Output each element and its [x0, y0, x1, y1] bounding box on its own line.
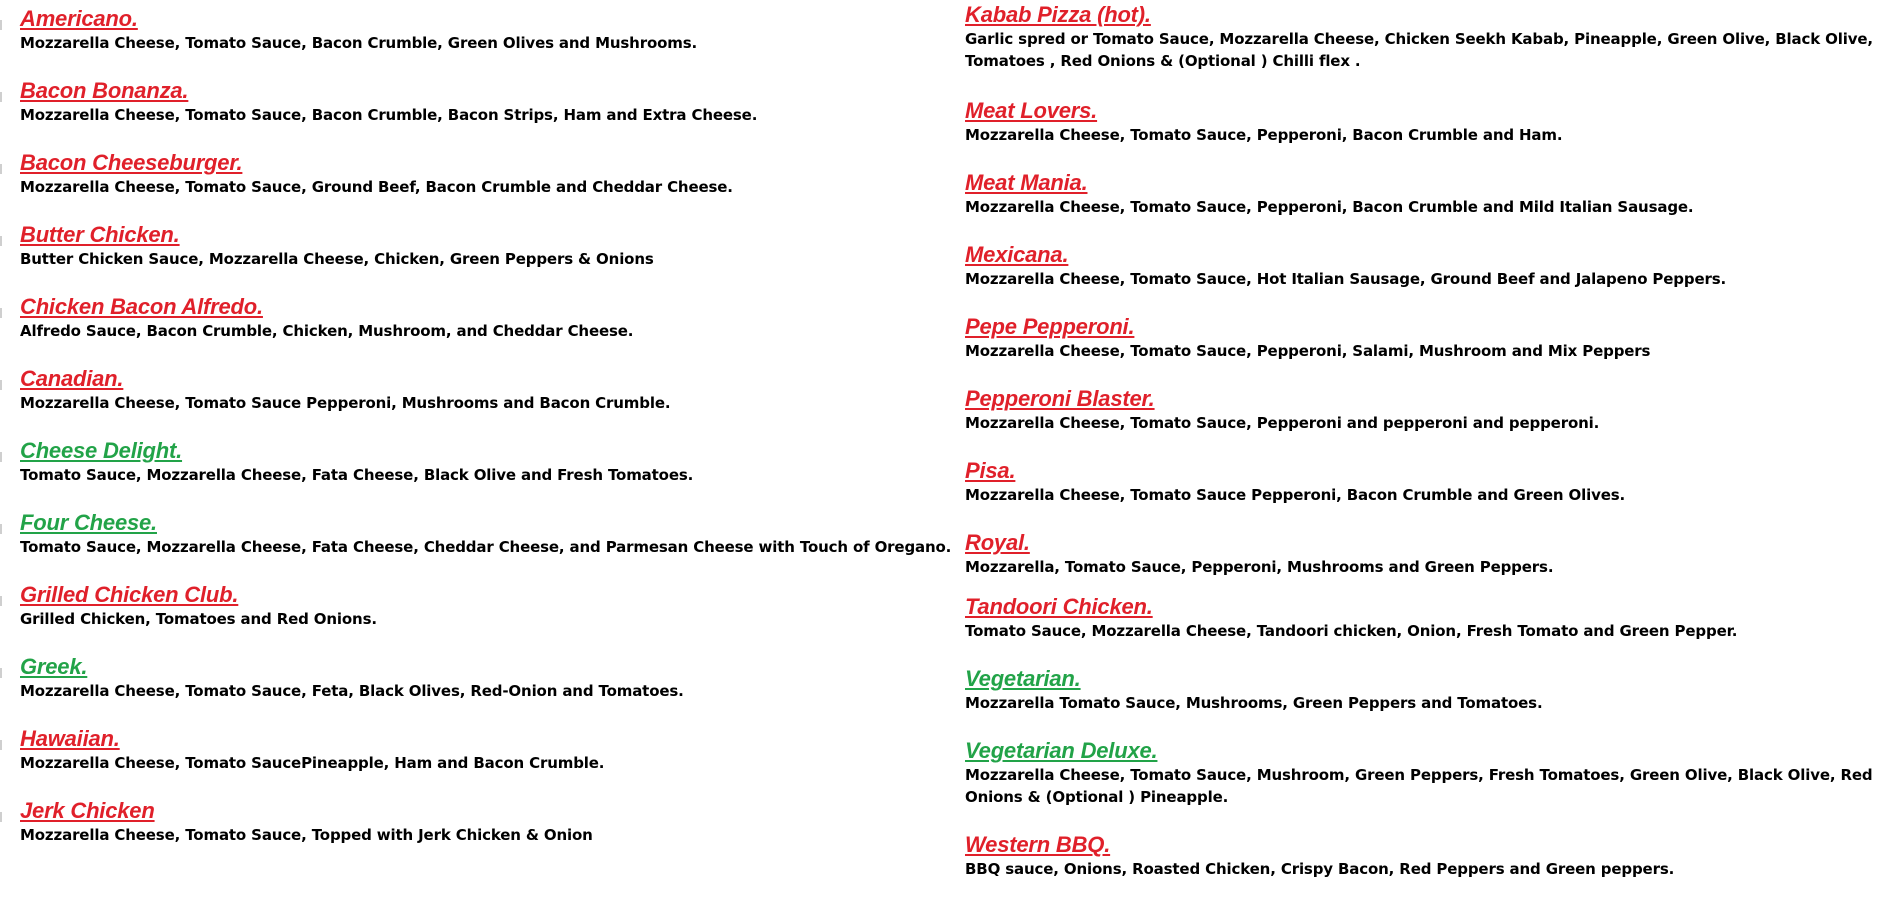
menu-item	[965, 458, 1885, 506]
menu-item	[965, 170, 1885, 218]
pizza-description: Mozzarella Cheese, Tomato Sauce Pepperoni, Bacon Crumble and Green Olives.	[965, 486, 1626, 504]
menu-item	[20, 78, 970, 126]
menu-item	[20, 222, 970, 270]
edge-mark	[0, 524, 2, 534]
pizza-name: Royal.	[965, 530, 1030, 555]
edge-mark	[0, 596, 2, 606]
pizza-name: Cheese Delight.	[20, 438, 183, 463]
menu-item	[20, 654, 970, 702]
pizza-description: Mozzarella Cheese, Tomato SaucePineapple, Ham and Bacon Crumble.	[20, 754, 605, 772]
left-edge-marks	[0, 0, 4, 904]
edge-mark	[0, 380, 2, 390]
pizza-name: Meat Mania.	[965, 170, 1088, 195]
edge-mark	[0, 812, 2, 822]
menu-item	[20, 510, 970, 558]
pizza-description: Mozzarella Cheese, Tomato Sauce Pepperoni, Mushrooms and Bacon Crumble.	[20, 394, 671, 412]
menu-item	[965, 2, 1885, 72]
menu-item	[965, 530, 1885, 578]
pizza-name: Americano.	[20, 6, 138, 31]
menu-item	[965, 738, 1885, 808]
edge-mark	[0, 92, 2, 102]
menu-item	[965, 242, 1885, 290]
edge-mark	[0, 668, 2, 678]
pizza-description: Mozzarella Cheese, Tomato Sauce, Hot Italian Sausage, Ground Beef and Jalapeno Peppers.	[965, 270, 1727, 288]
pizza-description: Mozzarella, Tomato Sauce, Pepperoni, Mushrooms and Green Peppers.	[965, 558, 1554, 576]
pizza-description: Mozzarella Cheese, Tomato Sauce, Mushroom, Green Peppers, Fresh Tomatoes, Green Olive, Black Olive, Red Onions & (Optional ) Pineapple.	[965, 766, 1873, 806]
pizza-name: Jerk Chicken	[20, 798, 155, 823]
pizza-description: BBQ sauce, Onions, Roasted Chicken, Crispy Bacon, Red Peppers and Green peppers.	[965, 860, 1675, 878]
pizza-name: Grilled Chicken Club.	[20, 582, 239, 607]
edge-mark	[0, 452, 2, 462]
menu-item	[20, 726, 970, 774]
pizza-name: Hawaiian.	[20, 726, 120, 751]
pizza-name: Bacon Cheeseburger.	[20, 150, 243, 175]
pizza-name: Kabab Pizza (hot).	[965, 2, 1151, 27]
menu-item	[20, 294, 970, 342]
pizza-name: Chicken Bacon Alfredo.	[20, 294, 263, 319]
pizza-name: Mexicana.	[965, 242, 1069, 267]
pizza-description: Mozzarella Cheese, Tomato Sauce, Bacon Crumble, Bacon Strips, Ham and Extra Cheese.	[20, 106, 758, 124]
menu-item	[20, 150, 970, 198]
pizza-name: Butter Chicken.	[20, 222, 180, 247]
pizza-description: Garlic spred or Tomato Sauce, Mozzarella Cheese, Chicken Seekh Kabab, Pineapple, Green Olive, Black Olive, Tomatoes , Red Onions & (Optional ) Chilli flex .	[965, 30, 1873, 70]
pizza-name: Pepe Pepperoni.	[965, 314, 1135, 339]
pizza-description: Tomato Sauce, Mozzarella Cheese, Tandoori chicken, Onion, Fresh Tomato and Green Pepper.	[965, 622, 1738, 640]
edge-mark	[0, 236, 2, 246]
pizza-description: Butter Chicken Sauce, Mozzarella Cheese, Chicken, Green Peppers & Onions	[20, 250, 654, 268]
pizza-name: Pisa.	[965, 458, 1016, 483]
pizza-name: Canadian.	[20, 366, 124, 391]
pizza-name: Meat Lovers.	[965, 98, 1098, 123]
pizza-name: Bacon Bonanza.	[20, 78, 189, 103]
pizza-name: Pepperoni Blaster.	[965, 386, 1155, 411]
pizza-name: Vegetarian Deluxe.	[965, 738, 1158, 763]
pizza-name: Vegetarian.	[965, 666, 1081, 691]
menu-item	[20, 438, 970, 486]
pizza-name: Tandoori Chicken.	[965, 594, 1153, 619]
menu-item	[965, 832, 1885, 880]
edge-mark	[0, 20, 2, 30]
menu-item	[965, 314, 1885, 362]
pizza-name: Greek.	[20, 654, 88, 679]
pizza-description: Mozzarella Cheese, Tomato Sauce, Pepperoni, Salami, Mushroom and Mix Peppers	[965, 342, 1651, 360]
pizza-description: Mozzarella Cheese, Tomato Sauce, Pepperoni and pepperoni and pepperoni.	[965, 414, 1600, 432]
pizza-description: Tomato Sauce, Mozzarella Cheese, Fata Cheese, Cheddar Cheese, and Parmesan Cheese with Touch of Oregano.	[20, 538, 952, 556]
pizza-description: Mozzarella Cheese, Tomato Sauce, Pepperoni, Bacon Crumble and Ham.	[965, 126, 1563, 144]
pizza-description: Tomato Sauce, Mozzarella Cheese, Fata Cheese, Black Olive and Fresh Tomatoes.	[20, 466, 694, 484]
menu-item	[965, 98, 1885, 146]
menu-item	[965, 386, 1885, 434]
pizza-description: Mozzarella Cheese, Tomato Sauce, Ground Beef, Bacon Crumble and Cheddar Cheese.	[20, 178, 733, 196]
edge-mark	[0, 308, 2, 318]
menu-item	[20, 798, 970, 846]
pizza-name: Four Cheese.	[20, 510, 157, 535]
pizza-description: Mozzarella Tomato Sauce, Mushrooms, Green Peppers and Tomatoes.	[965, 694, 1543, 712]
menu-item	[965, 666, 1885, 714]
menu-item	[20, 6, 970, 54]
pizza-name: Western BBQ.	[965, 832, 1111, 857]
edge-mark	[0, 740, 2, 750]
menu-item	[965, 594, 1885, 642]
edge-mark	[0, 164, 2, 174]
pizza-description: Grilled Chicken, Tomatoes and Red Onions.	[20, 610, 377, 628]
menu-item	[20, 582, 970, 630]
pizza-description: Alfredo Sauce, Bacon Crumble, Chicken, Mushroom, and Cheddar Cheese.	[20, 322, 634, 340]
pizza-description: Mozzarella Cheese, Tomato Sauce, Feta, Black Olives, Red-Onion and Tomatoes.	[20, 682, 684, 700]
menu-item	[20, 366, 970, 414]
pizza-description: Mozzarella Cheese, Tomato Sauce, Pepperoni, Bacon Crumble and Mild Italian Sausage.	[965, 198, 1694, 216]
pizza-description: Mozzarella Cheese, Tomato Sauce, Topped with Jerk Chicken & Onion	[20, 826, 593, 844]
pizza-description: Mozzarella Cheese, Tomato Sauce, Bacon Crumble, Green Olives and Mushrooms.	[20, 34, 698, 52]
